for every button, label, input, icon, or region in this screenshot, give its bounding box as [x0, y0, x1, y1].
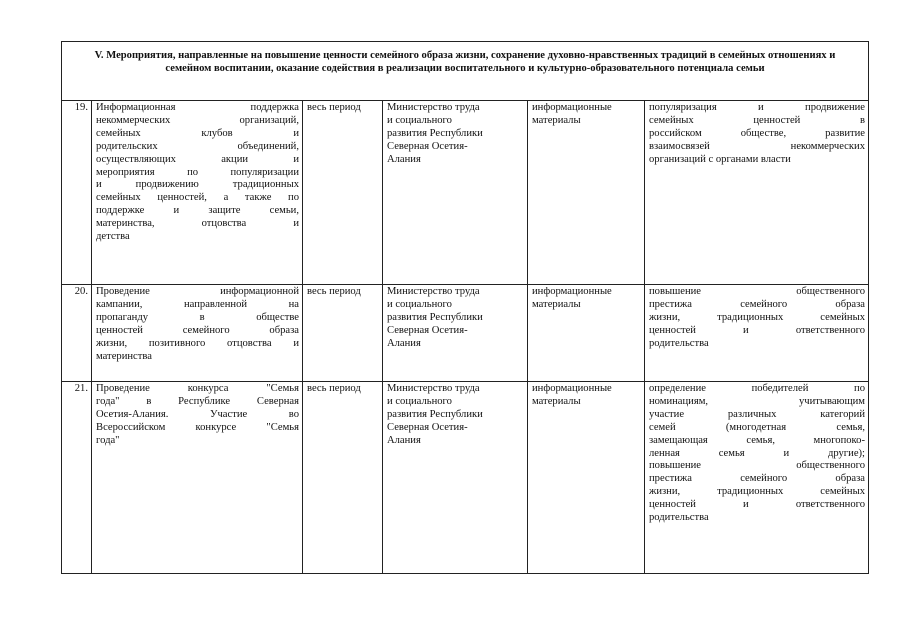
source-line: информационные	[532, 286, 612, 297]
result-line: повышение общественного	[649, 286, 865, 297]
executor-line: Алания	[387, 153, 421, 165]
row-number: 20.	[62, 285, 92, 382]
event-line: ценностей семейного образа	[96, 324, 299, 336]
event-line: материнства, отцовства и	[96, 218, 299, 230]
source-line: информационные	[532, 383, 612, 394]
result-cell	[645, 382, 869, 574]
result-line: взаимосвязей некоммерческих	[649, 140, 865, 152]
event-line: материнства	[96, 350, 152, 362]
result-line: ценностей и ответственного	[649, 324, 865, 336]
executor-line: Северная Осетия-	[387, 324, 468, 336]
event-line: Информационная поддержка	[96, 102, 299, 113]
executor-line: Алания	[387, 337, 421, 349]
period-cell: весь период	[303, 285, 383, 382]
event-line: Осетия-Алания. Участие во	[96, 408, 299, 420]
result-line: номинациям, учитывающим	[649, 395, 865, 407]
measures-table	[61, 41, 869, 574]
source-line: материалы	[532, 114, 581, 126]
event-line: Проведение конкурса "Семья	[96, 383, 299, 394]
executor-line: Северная Осетия-	[387, 140, 468, 152]
event-line: детства	[96, 231, 130, 243]
result-line: ленная семья и другие);	[649, 447, 865, 459]
section-title: V. Мероприятия, направленные на повышение ценности семейного образа жизни, сохранение духовно-нравственных традиций в семейных отношениях и семейном воспитании, оказание содействия в реализации воспитательного и культурно-образовательного потенциала семьи	[62, 42, 869, 101]
event-line: некоммерческих организаций,	[96, 114, 299, 126]
period-cell: весь период	[303, 101, 383, 285]
event-line: осуществляющих акции и	[96, 153, 299, 165]
result-line: организаций с органами власти	[649, 153, 791, 165]
event-line: Всероссийском конкурсе "Семья	[96, 421, 299, 433]
event-cell	[92, 285, 303, 382]
event-line: года"	[96, 434, 120, 446]
executor-line: развития Республики	[387, 127, 483, 139]
source-line: информационные	[532, 102, 612, 113]
executor-line: и социального	[387, 298, 452, 310]
source-cell	[528, 382, 645, 574]
executor-line: Министерство труда	[387, 286, 480, 297]
executor-cell	[383, 101, 528, 285]
row-number: 21.	[62, 382, 92, 574]
executor-line: и социального	[387, 114, 452, 126]
table-row	[62, 382, 869, 574]
result-line: жизни, традиционных семейных	[649, 311, 865, 323]
result-line: популяризация и продвижение	[649, 102, 865, 113]
event-cell	[92, 101, 303, 285]
event-line: мероприятия по популяризации	[96, 166, 299, 178]
executor-cell	[383, 285, 528, 382]
event-line: пропаганду в обществе	[96, 311, 299, 323]
event-line: кампании, направленной на	[96, 298, 299, 310]
source-line: материалы	[532, 298, 581, 310]
period-cell: весь период	[303, 382, 383, 574]
event-line: родительских объединений,	[96, 140, 299, 152]
result-line: замещающая семья, многопоко-	[649, 434, 865, 446]
source-line: материалы	[532, 395, 581, 407]
event-line: жизни, позитивного отцовства и	[96, 337, 299, 349]
result-line: российском обществе, развитие	[649, 127, 865, 139]
section-header-row	[62, 42, 869, 101]
executor-line: развития Республики	[387, 408, 483, 420]
source-cell	[528, 285, 645, 382]
source-cell	[528, 101, 645, 285]
result-cell	[645, 285, 869, 382]
event-cell	[92, 382, 303, 574]
result-cell	[645, 101, 869, 285]
row-number: 19.	[62, 101, 92, 285]
event-line: Проведение информационной	[96, 286, 299, 297]
result-line: престижа семейного образа	[649, 473, 865, 485]
executor-cell	[383, 382, 528, 574]
event-line: года" в Республике Северная	[96, 395, 299, 407]
result-line: семейных ценностей в	[649, 114, 865, 126]
result-line: повышение общественного	[649, 460, 865, 472]
result-line: определение победителей по	[649, 383, 865, 394]
executor-line: развития Республики	[387, 311, 483, 323]
executor-line: Северная Осетия-	[387, 421, 468, 433]
result-line: престижа семейного образа	[649, 298, 865, 310]
event-line: семейных клубов и	[96, 127, 299, 139]
result-line: родительства	[649, 512, 709, 524]
result-line: ценностей и ответственного	[649, 499, 865, 511]
result-line: участие различных категорий	[649, 408, 865, 420]
executor-line: Министерство труда	[387, 102, 480, 113]
table-row	[62, 101, 869, 285]
table-row	[62, 285, 869, 382]
event-line: семейных ценностей, а также по	[96, 192, 299, 204]
event-line: поддержке и защите семьи,	[96, 205, 299, 217]
result-line: жизни, традиционных семейных	[649, 486, 865, 498]
result-line: семей (многодетная семья,	[649, 421, 865, 433]
executor-line: Министерство труда	[387, 383, 480, 394]
result-line: родительства	[649, 337, 709, 349]
executor-line: и социального	[387, 395, 452, 407]
event-line: и продвижению традиционных	[96, 179, 299, 191]
executor-line: Алания	[387, 434, 421, 446]
